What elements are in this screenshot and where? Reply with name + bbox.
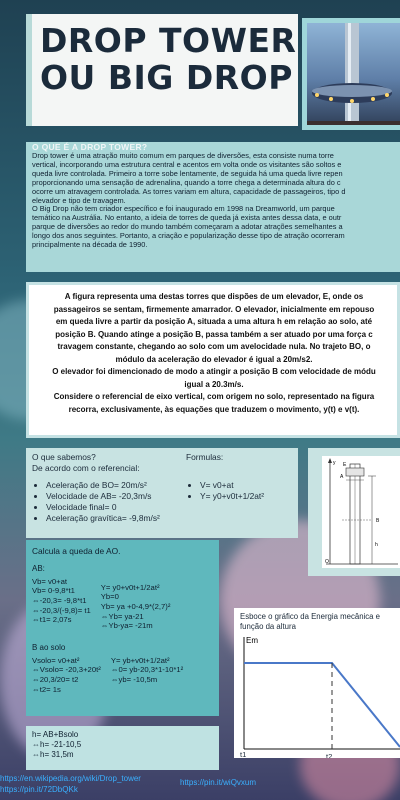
link-wikipedia[interactable]: https://en.wikipedia.org/wiki/Drop_tower — [0, 774, 141, 783]
label-o: O — [325, 559, 329, 565]
formulas-list — [186, 480, 264, 502]
graph-title-line-2: função da altura — [240, 621, 296, 631]
known-title: O que sabemos? — [32, 452, 96, 462]
intro-line: ocorre um atravagem controlada. As torres variam em altura, capacidade de passageiros, tipo d — [32, 186, 346, 196]
energy-graph — [240, 631, 400, 753]
problem-line: Considere o referencial de eixo vertical, com origem no solo, representado na figura — [53, 392, 375, 401]
problem-line: travagem constante, chegando ao solo com um avelocidade nula. No trajeto BO, o — [57, 342, 371, 351]
calc-bo-position — [111, 656, 183, 695]
graph-y-label: Em — [246, 636, 258, 645]
title-line-2: OU BIG DROP — [40, 58, 293, 97]
tower-figure — [322, 456, 400, 568]
problem-line: em queda livre a partir da posição A, situada a uma altura h em relação ao solo, até — [55, 317, 373, 326]
formula-item: • V= v0+at — [200, 480, 264, 491]
calc-line: Vsolo= v0+at² — [32, 655, 80, 665]
intro-line: proporcionando uma sensação de adrenalina, quando a torre chega a determinada altura do c — [32, 177, 341, 187]
problem-line: módulo da aceleração do elevador é igual a 20m/s2. — [115, 354, 313, 364]
known-item: • Aceleração de BO= 20m/s² — [46, 480, 298, 491]
calc-line: Y= yb+v0t+1/2at² — [110, 655, 170, 665]
problem-line: O elevador foi dimencionado de modo a atingir a posição B com velocidade de módu — [52, 367, 376, 376]
intro-heading: O QUE É A DROP TOWER? — [32, 142, 148, 152]
formula-item: • Y= y0+v0t+1/2at² — [200, 491, 264, 502]
axis-y-label: y — [333, 460, 336, 466]
calc-line: Yb= ya +0-4,9*(2,7)² — [100, 601, 171, 611]
energy-line — [244, 663, 400, 747]
title-line-1: DROP TOWER — [40, 21, 297, 60]
title-card — [26, 14, 298, 126]
graph-tick-t2: t2 — [326, 752, 333, 758]
calc-line: ⇔-20,3= -9,8*t1 — [32, 595, 87, 605]
label-e: E — [343, 462, 347, 468]
calc-ab-label: AB: — [32, 564, 45, 573]
final-result-section — [26, 726, 219, 770]
known-item: • Aceleração gravítica= -9,8m/s² — [46, 513, 298, 524]
problem-line: igual a 20.3m/s. — [184, 379, 244, 389]
link-pinterest-2[interactable]: https://pin.it/72DbQKk — [0, 785, 78, 794]
problem-statement — [26, 282, 400, 438]
graph-tick-t1: t1 — [240, 750, 247, 758]
calc-line: Yb=0 — [100, 592, 119, 602]
intro-line: principalmente na década de 1990. — [32, 240, 148, 250]
calc-line: ⇔20,3/20= t2 — [32, 674, 79, 684]
graph-title-line-1: Esboce o gráfico da Energia mecânica e — [240, 612, 380, 621]
calc-line: Vb= v0+at — [32, 576, 68, 586]
known-subtitle: De acordo com o referencial: — [32, 463, 140, 473]
intro-line: queda livre controlada. Primeiro a torre sobe lentamente, de seguida há uma queda livre repen — [32, 168, 343, 178]
intro-line: parque de diversões ao redor do mundo também começaram a adotar atrações semelhantes a — [32, 222, 343, 232]
source-links — [0, 774, 400, 800]
intro-section — [26, 142, 400, 272]
intro-line: elevador e tipo de travagem. — [32, 195, 126, 205]
calc-ab-position — [101, 583, 171, 632]
calc-line: ⇔Yb= ya-21 — [100, 611, 144, 621]
label-b: B — [376, 518, 380, 524]
known-item: • Velocidade de AB= -20,3m/s — [46, 491, 298, 502]
calc-bo-label: B ao solo — [32, 643, 66, 653]
calc-line: ⇔0= yb-20,3*1-10*1² — [110, 665, 184, 675]
calc-ab-velocity — [32, 577, 91, 632]
intro-line: vertical, incorporando uma estrutura central e acentos em volta onde os visitantes são soltos e — [32, 159, 342, 169]
intro-line: temático na Austrália. No entanto, a ideia de torres de queda já exista antes dessa data, e outr — [32, 213, 342, 223]
known-item: • Velocidade final= 0 — [46, 502, 298, 513]
intro-line: O Big Drop não tem criador específico e foi inaugurado em 1998 na Dreamworld, um parque — [32, 204, 335, 214]
intro-line: Drop tower é uma atração muito comum em parques de diversões, esta consiste numa torre — [32, 151, 334, 160]
calc-line: ⇔Vsolo= -20,3+20t² — [32, 665, 101, 675]
problem-line: passageiros se sentam, firmemente amarrador. O elevador, inicialmente em repouso — [53, 304, 375, 314]
label-h: h — [375, 542, 378, 548]
calc-line: ⇔t2= 1s — [32, 684, 61, 694]
calc-line: Vb= 0-9,8*t1 — [32, 586, 75, 596]
tower-diagram — [308, 448, 400, 576]
formulas-title: Formulas: — [186, 452, 224, 462]
calc-title: Calcula a queda de AO. — [32, 546, 121, 556]
calc-line: Y= y0+v0t+1/2at² — [100, 582, 160, 592]
final-line: ⇔h= -21-10,5 — [32, 740, 82, 749]
intro-line: longo dos anos seguintes. Portanto, a criação e popularização desse tipo de atração ocorreram — [32, 231, 345, 241]
link-pinterest-1[interactable]: https://pin.it/wiQvxum — [180, 778, 257, 787]
drop-tower-photo — [302, 18, 400, 130]
energy-graph-section — [234, 608, 400, 758]
problem-line: posição B. Quando atinge a posição B, passa também a ser atuado por uma força c — [55, 329, 373, 339]
calc-line: ⇔t1= 2,07s — [32, 615, 72, 625]
label-a: A — [340, 474, 344, 480]
calc-line: ⇔Yb-ya= -21m — [100, 621, 153, 631]
page-title — [32, 14, 298, 96]
drop-tower-illustration — [307, 23, 400, 130]
calc-bo-velocity — [32, 656, 101, 695]
final-line: ⇔h= 31,5m — [32, 750, 74, 759]
problem-line: A figura representa uma destas torres que dispões de um elevador, E, onde os — [64, 292, 364, 301]
final-line: h= AB+Bsolo — [32, 730, 79, 739]
problem-line: recorra, exclusivamente, às equações que traduzem o movimento, y(t) e v(t). — [68, 404, 360, 414]
calc-line: ⇔-20,3/(-9,8)= t1 — [32, 605, 91, 615]
calc-line: ⇔yb= -10,5m — [110, 674, 158, 684]
calculation-section — [26, 540, 219, 716]
known-data-section — [26, 448, 298, 538]
formulas-block — [186, 452, 264, 502]
